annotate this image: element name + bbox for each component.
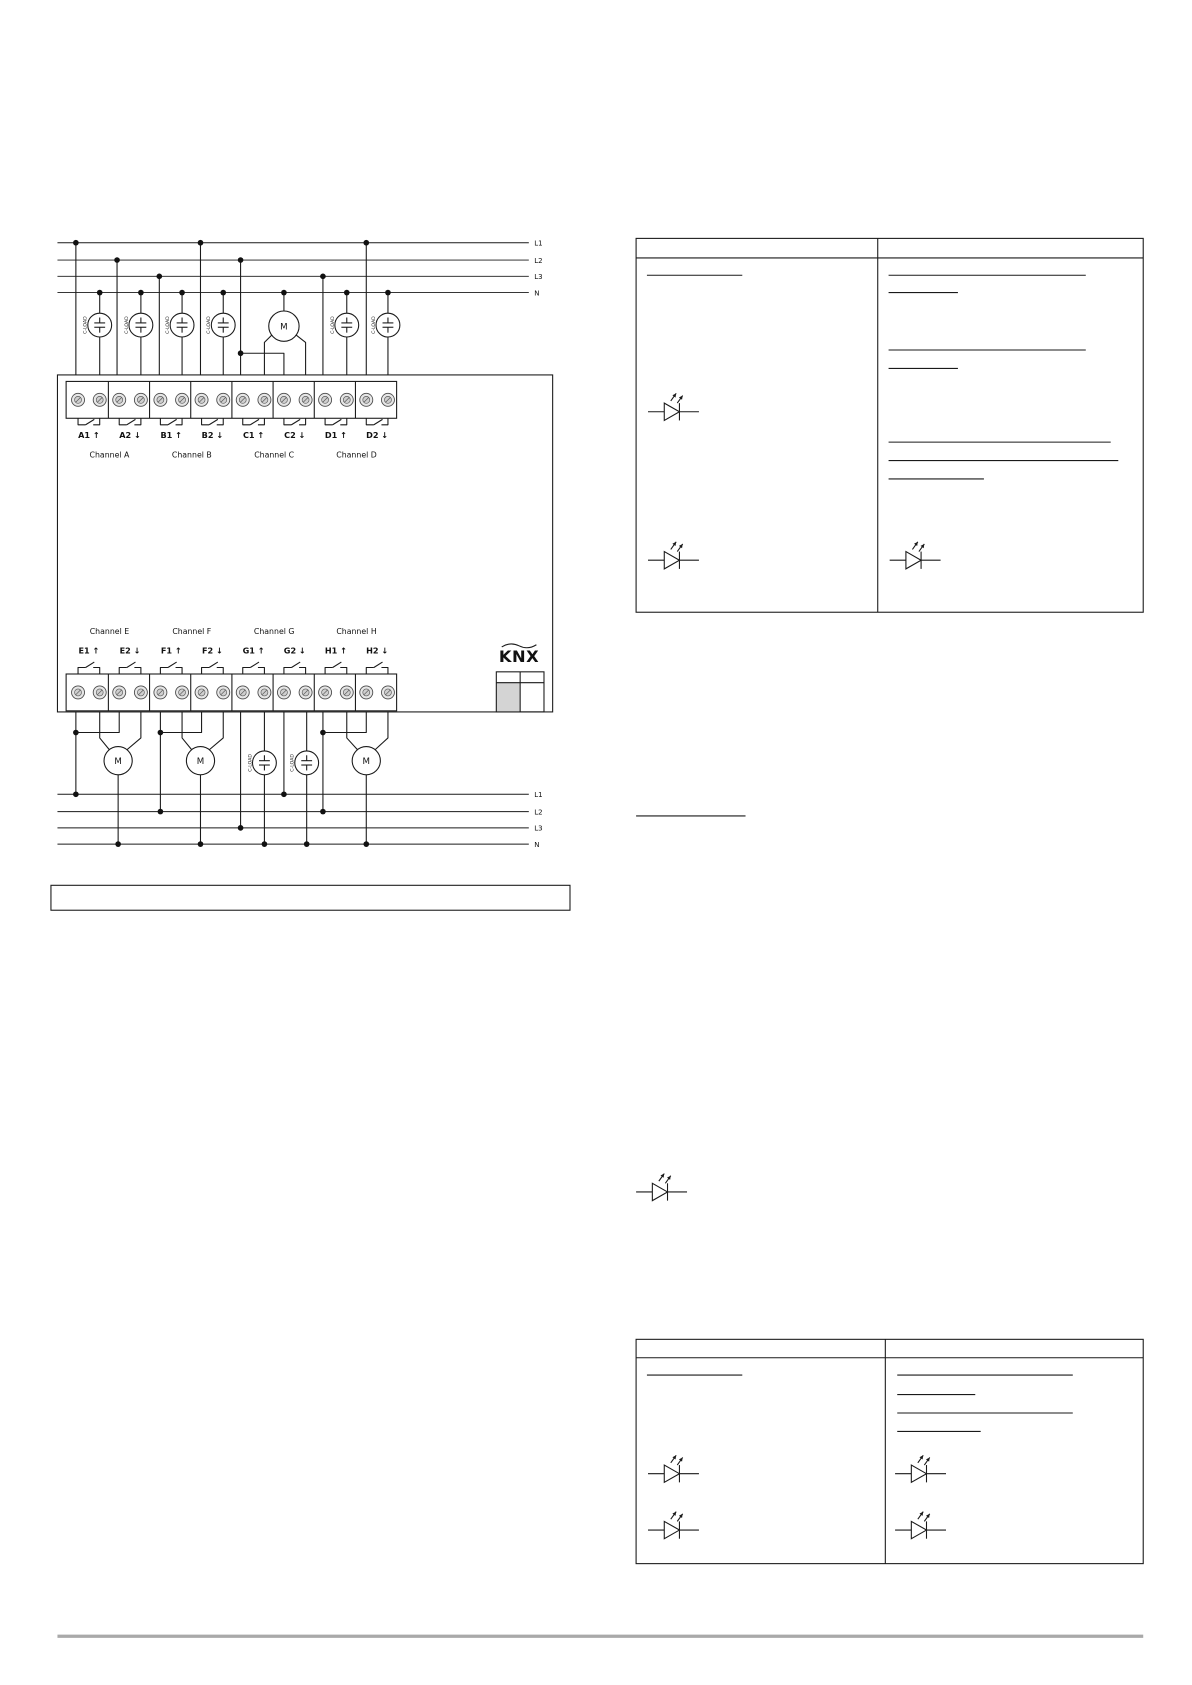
contact-lead bbox=[78, 418, 86, 425]
motor-label: M bbox=[280, 322, 288, 333]
led-icon bbox=[895, 1455, 946, 1482]
terminal-block-bottom bbox=[66, 674, 396, 711]
bus-label: L2 bbox=[534, 807, 543, 817]
led-icon bbox=[895, 1512, 946, 1539]
capacitive-load bbox=[165, 313, 194, 337]
switch-actuator-device bbox=[57, 375, 552, 712]
terminal-screw bbox=[319, 393, 332, 406]
relay-contact-symbol bbox=[160, 662, 182, 674]
motor bbox=[352, 747, 380, 775]
bus-label: N bbox=[534, 839, 540, 849]
output-label: H1 ↑ bbox=[324, 645, 347, 656]
capacitor-icon bbox=[295, 751, 319, 775]
capacitor-icon bbox=[170, 313, 194, 337]
terminal-screw bbox=[236, 393, 249, 406]
relay-contact-symbol bbox=[284, 418, 306, 425]
contact-blade bbox=[209, 419, 218, 424]
terminal-screw bbox=[299, 393, 312, 406]
contact-lead bbox=[134, 667, 141, 674]
contact-lead bbox=[325, 418, 333, 425]
terminal-screw bbox=[236, 686, 249, 699]
contact-lead bbox=[176, 667, 183, 674]
capacitive-load-label: C-LOAD bbox=[248, 754, 254, 772]
wire bbox=[375, 712, 388, 750]
output-label: A2 ↓ bbox=[119, 429, 141, 440]
junction-dot bbox=[97, 290, 103, 296]
device-housing bbox=[57, 375, 552, 712]
junction-dot bbox=[281, 290, 287, 296]
contact-blade bbox=[333, 419, 342, 424]
bus-bars-bottom bbox=[57, 790, 542, 849]
junction-dot bbox=[363, 240, 369, 246]
bus-label: L1 bbox=[534, 238, 543, 248]
contact-blade bbox=[292, 419, 301, 424]
bus-label: L3 bbox=[534, 272, 543, 282]
contact-lead bbox=[299, 667, 306, 674]
junction-dot bbox=[179, 290, 185, 296]
wire bbox=[100, 712, 110, 750]
junction-dot bbox=[158, 809, 164, 815]
relay-contact-symbol bbox=[202, 418, 224, 425]
wire bbox=[296, 335, 306, 375]
terminal-screw bbox=[176, 393, 189, 406]
motor bbox=[186, 747, 214, 775]
terminal-screw bbox=[381, 393, 394, 406]
output-label: G2 ↓ bbox=[283, 645, 306, 656]
top-channel-labels bbox=[78, 418, 388, 459]
contact-blade bbox=[250, 662, 259, 667]
junction-dot bbox=[156, 274, 162, 280]
capacitive-load-label: C-LOAD bbox=[83, 316, 89, 334]
relay-contact-symbol bbox=[243, 418, 265, 425]
relay-contact-symbol bbox=[284, 662, 306, 674]
contact-lead bbox=[258, 667, 265, 674]
terminal-screw bbox=[195, 393, 208, 406]
terminal-screw bbox=[258, 686, 271, 699]
output-label: D2 ↓ bbox=[366, 429, 389, 440]
terminal-screw bbox=[340, 686, 353, 699]
output-label: F2 ↓ bbox=[201, 645, 223, 656]
contact-lead bbox=[366, 418, 374, 425]
led-icon bbox=[636, 1174, 687, 1201]
capacitive-load bbox=[371, 313, 400, 337]
relay-contact-symbol bbox=[160, 418, 182, 425]
output-label: G1 ↑ bbox=[242, 645, 265, 656]
terminal-screw bbox=[134, 686, 147, 699]
capacitive-load bbox=[124, 313, 153, 337]
channel-label: Channel B bbox=[171, 450, 212, 460]
capacitor-icon bbox=[335, 313, 359, 337]
relay-contact-symbol bbox=[243, 662, 265, 674]
contact-lead bbox=[381, 667, 388, 674]
terminal-screw bbox=[258, 393, 271, 406]
wire bbox=[241, 353, 284, 375]
indicator-cell-filled bbox=[496, 683, 520, 712]
contact-lead bbox=[284, 418, 292, 425]
led-triangle bbox=[911, 1465, 926, 1482]
led-icon bbox=[890, 542, 941, 569]
terminal-screw bbox=[154, 686, 167, 699]
terminal-screw bbox=[134, 393, 147, 406]
terminal-screw bbox=[93, 686, 106, 699]
junction-dot bbox=[114, 257, 120, 263]
bus-label: L3 bbox=[534, 823, 543, 833]
channel-label: Channel E bbox=[89, 626, 130, 636]
output-label: E2 ↓ bbox=[119, 645, 141, 656]
wire bbox=[76, 712, 119, 733]
terminal-screw bbox=[72, 686, 85, 699]
capacitor-icon bbox=[376, 313, 400, 337]
terminal-screw bbox=[299, 686, 312, 699]
capacitor-icon bbox=[129, 313, 153, 337]
capacitive-load-label: C-LOAD bbox=[371, 316, 377, 334]
contact-blade bbox=[292, 662, 301, 667]
contact-blade bbox=[209, 662, 218, 667]
output-label: C1 ↑ bbox=[242, 429, 265, 440]
knx-logo-text: KNX bbox=[498, 647, 540, 667]
capacitive-load-label: C-LOAD bbox=[166, 316, 172, 334]
motor-label: M bbox=[114, 756, 122, 767]
led-icon bbox=[648, 1455, 699, 1482]
channel-label: Channel H bbox=[336, 626, 377, 636]
junction-dot bbox=[198, 240, 204, 246]
channel-label: Channel D bbox=[336, 450, 377, 460]
junction-dot bbox=[73, 791, 79, 797]
capacitor-icon bbox=[252, 751, 276, 775]
wire bbox=[347, 712, 358, 750]
capacitive-load bbox=[206, 313, 235, 337]
relay-contact-symbol bbox=[119, 418, 141, 425]
bottom-load-wiring bbox=[73, 712, 388, 847]
status-indicator-box bbox=[496, 672, 544, 712]
junction-dot bbox=[320, 274, 326, 280]
knx-logo bbox=[499, 644, 539, 666]
wire bbox=[160, 712, 201, 733]
relay-contact-symbol bbox=[78, 662, 100, 674]
wire bbox=[127, 712, 141, 750]
capacitive-load bbox=[330, 313, 359, 337]
channel-label: Channel A bbox=[89, 450, 130, 460]
motor-label: M bbox=[196, 756, 205, 767]
relay-contact-symbol bbox=[325, 662, 347, 674]
terminal-screw bbox=[217, 393, 230, 406]
channel-label: Channel F bbox=[172, 626, 212, 636]
contact-blade bbox=[127, 662, 136, 667]
output-label: F1 ↑ bbox=[160, 645, 182, 656]
bottom-channel-labels bbox=[78, 627, 388, 674]
contact-lead bbox=[119, 667, 127, 674]
contact-lead bbox=[119, 418, 127, 425]
terminal-screw bbox=[113, 393, 126, 406]
contact-lead bbox=[202, 667, 210, 674]
led-triangle bbox=[911, 1521, 926, 1538]
junction-dot bbox=[138, 290, 144, 296]
bus-label: L1 bbox=[534, 789, 543, 799]
terminal-screw bbox=[381, 686, 394, 699]
junction-dot bbox=[320, 809, 326, 815]
relay-contact-symbol bbox=[202, 662, 224, 674]
led-triangle bbox=[664, 403, 679, 420]
capacitive-load-label: C-LOAD bbox=[207, 316, 213, 334]
contact-lead bbox=[160, 418, 168, 425]
junction-dot bbox=[115, 841, 121, 847]
relay-contact-symbol bbox=[119, 662, 141, 674]
capacitive-load bbox=[83, 313, 112, 337]
junction-dot bbox=[262, 841, 268, 847]
junction-dot bbox=[198, 841, 204, 847]
motor-label: M bbox=[362, 756, 371, 767]
capacitive-load bbox=[247, 751, 276, 775]
capacitive-load bbox=[290, 751, 319, 775]
led-icon bbox=[648, 542, 699, 569]
contact-lead bbox=[284, 667, 292, 674]
contact-lead bbox=[243, 667, 251, 674]
contact-blade bbox=[168, 419, 177, 424]
contact-blade bbox=[374, 419, 383, 424]
contact-blade bbox=[168, 662, 177, 667]
contact-blade bbox=[333, 662, 342, 667]
output-label: C2 ↓ bbox=[284, 429, 306, 440]
contact-blade bbox=[86, 419, 95, 424]
relay-contact-symbol bbox=[325, 418, 347, 425]
contact-lead bbox=[78, 667, 86, 674]
terminal-screw bbox=[176, 686, 189, 699]
terminal-screw bbox=[277, 686, 290, 699]
contact-lead bbox=[217, 667, 224, 674]
junction-dot bbox=[281, 791, 287, 797]
motor bbox=[104, 747, 132, 775]
capacitor-icon bbox=[88, 313, 112, 337]
junction-dot bbox=[385, 290, 391, 296]
terminal-screw bbox=[360, 393, 373, 406]
led-triangle bbox=[664, 1521, 679, 1538]
capacitive-load-label: C-LOAD bbox=[330, 316, 336, 334]
channel-label: Channel G bbox=[253, 626, 295, 636]
contact-blade bbox=[86, 662, 95, 667]
section-body bbox=[636, 816, 745, 1201]
terminal-screw bbox=[93, 393, 106, 406]
contact-blade bbox=[127, 419, 136, 424]
terminal-screw bbox=[277, 393, 290, 406]
capacitive-load-label: C-LOAD bbox=[124, 316, 130, 334]
junction-dot bbox=[73, 240, 79, 246]
capacitive-load-label: C-LOAD bbox=[290, 754, 296, 772]
led-triangle bbox=[906, 552, 921, 569]
relay-contact-symbol bbox=[78, 418, 100, 425]
junction-dot bbox=[238, 825, 244, 831]
channel-label: Channel C bbox=[254, 450, 295, 460]
junction-dot bbox=[238, 257, 244, 263]
contact-blade bbox=[374, 662, 383, 667]
junction-dot bbox=[363, 841, 369, 847]
contact-lead bbox=[243, 418, 251, 425]
output-label: A1 ↑ bbox=[78, 429, 100, 440]
output-label: H2 ↓ bbox=[366, 645, 389, 656]
terminal-screw bbox=[340, 393, 353, 406]
terminal-screw bbox=[217, 686, 230, 699]
table-frame bbox=[636, 1339, 1143, 1563]
led-table-2 bbox=[636, 1339, 1143, 1563]
figure-caption-box bbox=[51, 885, 570, 910]
wire bbox=[182, 712, 192, 750]
table-frame bbox=[636, 238, 1143, 612]
wire bbox=[323, 712, 366, 733]
output-label: D1 ↑ bbox=[324, 429, 347, 440]
junction-dot bbox=[304, 841, 310, 847]
terminal-screw bbox=[154, 393, 167, 406]
contact-lead bbox=[160, 667, 168, 674]
led-triangle bbox=[664, 552, 679, 569]
wire bbox=[209, 712, 223, 750]
motor bbox=[269, 311, 299, 341]
bus-bars-top bbox=[57, 238, 542, 297]
led-triangle bbox=[664, 1465, 679, 1482]
led-triangle bbox=[652, 1183, 667, 1200]
wire bbox=[264, 335, 272, 375]
contact-lead bbox=[93, 667, 100, 674]
contact-blade bbox=[250, 419, 259, 424]
junction-dot bbox=[238, 350, 244, 356]
terminal-screw bbox=[195, 686, 208, 699]
output-label: B1 ↑ bbox=[160, 429, 182, 440]
contact-lead bbox=[366, 667, 374, 674]
capacitor-icon bbox=[211, 313, 235, 337]
junction-dot bbox=[220, 290, 226, 296]
terminal-screw bbox=[72, 393, 85, 406]
led-icon bbox=[648, 1512, 699, 1539]
contact-lead bbox=[202, 418, 210, 425]
contact-lead bbox=[325, 667, 333, 674]
junction-dot bbox=[344, 290, 350, 296]
terminal-screw bbox=[319, 686, 332, 699]
terminal-screw bbox=[360, 686, 373, 699]
bus-label: L2 bbox=[534, 255, 543, 265]
output-label: B2 ↓ bbox=[201, 429, 224, 440]
led-icon bbox=[648, 393, 699, 420]
bus-label: N bbox=[534, 288, 540, 298]
relay-contact-symbol bbox=[366, 662, 388, 674]
relay-contact-symbol bbox=[366, 418, 388, 425]
led-table-1 bbox=[636, 238, 1143, 612]
contact-lead bbox=[340, 667, 347, 674]
terminal-screw bbox=[113, 686, 126, 699]
wiring-diagram bbox=[51, 238, 570, 910]
terminal-block-top bbox=[66, 381, 396, 418]
output-label: E1 ↑ bbox=[78, 645, 100, 656]
